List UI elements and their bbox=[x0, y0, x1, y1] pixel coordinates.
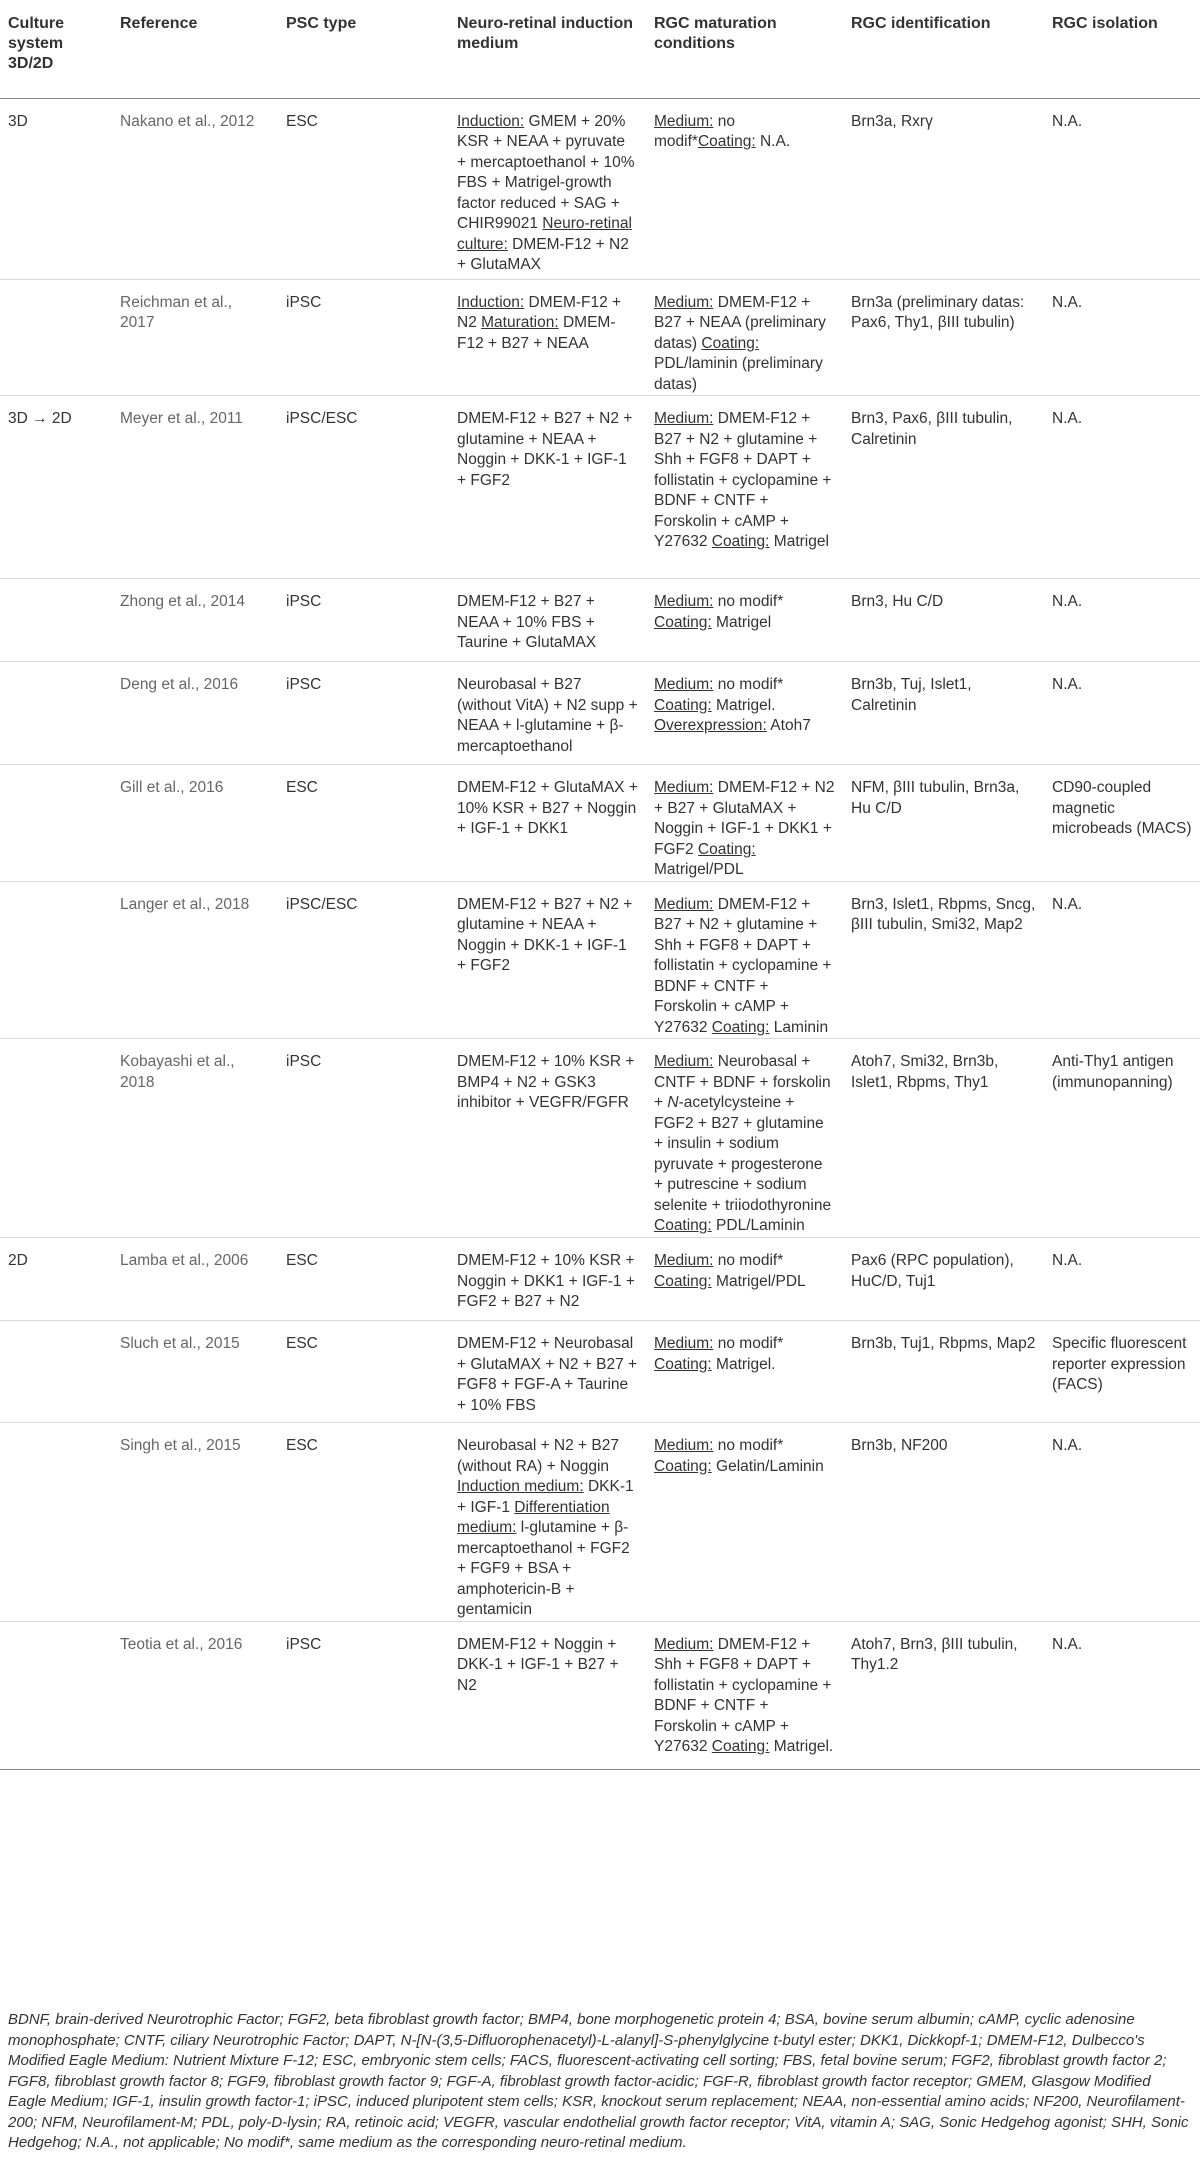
induction-medium-cell bbox=[449, 881, 646, 1039]
condition-text: Neurobasal + B27 (without VitA) + N2 supp + NEAA + l-glutamine + β-mercaptoethanol bbox=[457, 676, 638, 755]
condition-text: DMEM-F12 + N2 + GlutaMAX bbox=[457, 235, 629, 273]
condition-text: DMEM-F12 + B27 + NEAA + 10% FBS + Taurine + GlutaMAX bbox=[457, 593, 597, 651]
condition-text: Matrigel. bbox=[711, 1355, 776, 1373]
condition-label: Medium: bbox=[654, 895, 714, 913]
rgc-identification-cell: Brn3, Hu C/D bbox=[851, 593, 944, 610]
reference-cell: Singh et al., 2015 bbox=[120, 1437, 241, 1454]
condition-label: Coating: bbox=[701, 334, 760, 352]
psc-type-cell: ESC bbox=[286, 1437, 318, 1454]
reference-cell: Langer et al., 2018 bbox=[120, 895, 250, 913]
psc-type-cell: iPSC bbox=[286, 293, 322, 311]
culture-system-cell: 3D bbox=[8, 112, 28, 130]
maturation-conditions-cell bbox=[646, 662, 843, 765]
condition-text: PDL/Laminin bbox=[711, 1217, 805, 1234]
maturation-conditions-cell bbox=[646, 1238, 843, 1321]
condition-text: no modif* bbox=[713, 1335, 784, 1352]
psc-type-cell: ESC bbox=[286, 779, 318, 796]
condition-label: Coating: bbox=[654, 1272, 712, 1290]
induction-medium-cell bbox=[449, 1039, 646, 1238]
reference-cell: Nakano et al., 2012 bbox=[120, 112, 255, 130]
condition-label: Medium: bbox=[654, 676, 714, 693]
condition-text: N.A. bbox=[755, 133, 791, 150]
condition-text: Matrigel/PDL bbox=[654, 861, 744, 878]
induction-medium-cell bbox=[449, 579, 646, 662]
condition-text: no modif* bbox=[713, 593, 784, 610]
culture-system-cell bbox=[0, 579, 112, 662]
maturation-conditions-cell bbox=[646, 1621, 843, 1769]
induction-medium-cell bbox=[449, 1238, 646, 1321]
condition-label: Medium: bbox=[654, 1252, 714, 1269]
condition-text: Gelatin/Laminin bbox=[711, 1457, 824, 1475]
condition-text: no modif* bbox=[713, 676, 784, 693]
header-maturation-conditions: RGC maturation conditions bbox=[654, 15, 777, 52]
culture-system-cell bbox=[0, 1039, 112, 1238]
condition-text: no modif* bbox=[713, 1437, 784, 1454]
rgc-identification-cell: Brn3b, NF200 bbox=[851, 1437, 948, 1454]
condition-label: Maturation: bbox=[481, 314, 559, 331]
condition-text: DMEM-F12 + GlutaMAX + 10% KSR + B27 + Noggin + IGF-1 + DKK1 bbox=[457, 779, 638, 837]
culture-system-cell bbox=[0, 662, 112, 765]
condition-label: Coating: bbox=[711, 1738, 770, 1755]
rgc-isolation-cell: N.A. bbox=[1052, 895, 1083, 913]
condition-label: Coating: bbox=[711, 1018, 770, 1036]
induction-medium-cell bbox=[449, 1423, 646, 1622]
table-row bbox=[0, 1423, 1200, 1622]
psc-type-cell: ESC bbox=[286, 1252, 318, 1269]
condition-label: Medium: bbox=[654, 593, 714, 610]
condition-label: Coating: bbox=[697, 840, 756, 858]
reference-cell: Gill et al., 2016 bbox=[120, 779, 224, 796]
rgc-identification-cell: Brn3a (preliminary datas: Pax6, Thy1, βIII tubulin) bbox=[851, 293, 1025, 331]
header-psc-type: PSC type bbox=[286, 15, 357, 32]
condition-label: Coating: bbox=[654, 1457, 712, 1475]
condition-text: Atoh7 bbox=[766, 717, 811, 734]
condition-label: Neuro-retinal culture: bbox=[457, 215, 632, 253]
condition-text: Matrigel bbox=[769, 533, 829, 550]
condition-text: DMEM-F12 + Neurobasal + GlutaMAX + N2 + B27 + FGF8 + FGF-A + Taurine + 10% FBS bbox=[457, 1335, 638, 1414]
reference-cell: Deng et al., 2016 bbox=[120, 676, 239, 693]
induction-medium-cell bbox=[449, 662, 646, 765]
culture-system-cell bbox=[0, 279, 112, 396]
condition-label: Coating: bbox=[654, 1217, 712, 1234]
condition-text: DMEM-F12 + B27 + N2 + glutamine + NEAA + Noggin + DKK-1 + IGF-1 + FGF2 bbox=[457, 895, 633, 974]
rgc-identification-cell: Brn3, Islet1, Rbpms, Sncg, βIII tubulin, Smi32, Map2 bbox=[851, 895, 1036, 933]
table-row bbox=[0, 1621, 1200, 1769]
rgc-identification-cell: Brn3a, Rxrγ bbox=[851, 112, 933, 130]
reference-cell: Teotia et al., 2016 bbox=[120, 1635, 243, 1653]
rgc-identification-cell: Brn3b, Tuj1, Rbpms, Map2 bbox=[851, 1335, 1036, 1352]
condition-text: DMEM-F12 + N2 + B27 + GlutaMAX + Noggin + IGF-1 + DKK1 + FGF2 bbox=[654, 779, 835, 858]
condition-text: DMEM-F12 + Shh + FGF8 + DAPT + follistatin + cyclopamine + BDNF + CNTF + Forskolin + cAMP + Y27632 bbox=[654, 1635, 832, 1755]
condition-text: DMEM-F12 + B27 + N2 + glutamine + Shh + FGF8 + DAPT + follistatin + cyclopamine + BDNF + CNTF + Forskolin + cAMP + Y27632 bbox=[654, 895, 832, 1036]
maturation-conditions-cell bbox=[646, 396, 843, 579]
condition-text: DMEM-F12 + 10% KSR + Noggin + DKK1 + IGF-1 + FGF2 + B27 + N2 bbox=[457, 1252, 635, 1310]
rgc-isolation-cell: N.A. bbox=[1052, 293, 1083, 311]
culture-system-cell bbox=[0, 1423, 112, 1622]
condition-text: Neurobasal + N2 + B27 (without RA) + Noggin bbox=[457, 1437, 619, 1475]
culture-system-cell bbox=[0, 1621, 112, 1769]
condition-text: GMEM + 20% KSR + NEAA + pyruvate + mercaptoethanol + 10% FBS + Matrigel-growth factor reduced + SAG + CHIR99021 bbox=[457, 112, 635, 232]
table-row bbox=[0, 1238, 1200, 1321]
psc-type-cell: iPSC bbox=[286, 593, 322, 610]
reference-cell: Lamba et al., 2006 bbox=[120, 1252, 249, 1269]
condition-text: Matrigel. bbox=[711, 696, 776, 714]
psc-type-cell: iPSC bbox=[286, 676, 322, 693]
table-row bbox=[0, 579, 1200, 662]
condition-text: DMEM-F12 + B27 + NEAA (preliminary datas) bbox=[654, 293, 826, 352]
condition-label: Medium: bbox=[654, 1335, 714, 1352]
culture-system-cell: 2D bbox=[8, 1252, 28, 1269]
header-rgc-isolation: RGC isolation bbox=[1052, 15, 1158, 32]
condition-label: Medium: bbox=[654, 1053, 714, 1070]
condition-text: PDL/laminin (preliminary datas) bbox=[654, 355, 823, 393]
maturation-conditions-cell bbox=[646, 1423, 843, 1622]
culture-system-cell: 3D → 2D bbox=[8, 410, 72, 427]
rgc-isolation-cell: N.A. bbox=[1052, 1252, 1083, 1269]
rgc-identification-cell: Atoh7, Brn3, βIII tubulin, Thy1.2 bbox=[851, 1635, 1018, 1673]
rgc-identification-cell: Atoh7, Smi32, Brn3b, Islet1, Rbpms, Thy1 bbox=[851, 1053, 999, 1091]
psc-type-cell: iPSC/ESC bbox=[286, 410, 358, 427]
maturation-conditions-cell bbox=[646, 279, 843, 396]
header-culture-system: Culture system 3D/2D bbox=[8, 15, 64, 72]
table-row bbox=[0, 1321, 1200, 1423]
condition-text: no modif* bbox=[654, 112, 735, 150]
condition-label: Medium: bbox=[654, 1437, 714, 1454]
condition-label: Medium: bbox=[654, 410, 714, 427]
condition-label: Medium: bbox=[654, 293, 714, 311]
condition-text: N bbox=[667, 1094, 679, 1111]
condition-text: DMEM-F12 + B27 + NEAA bbox=[457, 314, 616, 352]
reference-cell: Zhong et al., 2014 bbox=[120, 593, 245, 610]
header-rgc-identification: RGC identification bbox=[851, 15, 991, 32]
condition-label: Induction medium: bbox=[457, 1478, 584, 1495]
maturation-conditions-cell bbox=[646, 765, 843, 882]
induction-medium-cell bbox=[449, 765, 646, 882]
rgc-isolation-cell: N.A. bbox=[1052, 112, 1083, 130]
table-row bbox=[0, 98, 1200, 279]
induction-medium-cell bbox=[449, 1621, 646, 1769]
condition-label: Coating: bbox=[697, 133, 756, 150]
psc-type-cell: iPSC bbox=[286, 1635, 322, 1653]
reference-cell: Sluch et al., 2015 bbox=[120, 1335, 240, 1352]
condition-label: Coating: bbox=[654, 613, 712, 631]
rgc-isolation-cell: N.A. bbox=[1052, 1437, 1083, 1454]
condition-text: Matrigel bbox=[711, 613, 772, 631]
condition-label: Medium: bbox=[654, 112, 714, 130]
rgc-identification-cell: Brn3b, Tuj, Islet1, Calretinin bbox=[851, 676, 972, 714]
psc-type-cell: iPSC/ESC bbox=[286, 895, 358, 913]
psc-type-cell: ESC bbox=[286, 112, 318, 130]
table-body bbox=[0, 98, 1200, 1769]
condition-label: Medium: bbox=[654, 779, 714, 796]
condition-text: Matrigel/PDL bbox=[711, 1272, 806, 1290]
condition-text: DMEM-F12 + 10% KSR + BMP4 + N2 + GSK3 inhibitor + VEGFR/FGFR bbox=[457, 1053, 635, 1111]
condition-text: Laminin bbox=[769, 1018, 829, 1036]
table-header-row bbox=[0, 0, 1200, 98]
condition-text: Neurobasal + CNTF + BDNF + forskolin + bbox=[654, 1053, 831, 1111]
maturation-conditions-cell bbox=[646, 1039, 843, 1238]
rgc-isolation-cell: N.A. bbox=[1052, 1635, 1083, 1653]
induction-medium-cell bbox=[449, 1321, 646, 1423]
condition-text: DMEM-F12 + B27 + N2 + glutamine + Shh + FGF8 + DAPT + follistatin + cyclopamine + BDNF + CNTF + Forskolin + cAMP + Y27632 bbox=[654, 410, 832, 550]
condition-text: l-glutamine + β-mercaptoethanol + FGF2 + FGF9 + BSA + amphotericin-B + gentamicin bbox=[457, 1519, 630, 1618]
culture-system-cell bbox=[0, 881, 112, 1039]
table-row bbox=[0, 1039, 1200, 1238]
table-row bbox=[0, 279, 1200, 396]
condition-label: Coating: bbox=[654, 1355, 712, 1373]
reference-cell: Meyer et al., 2011 bbox=[120, 410, 243, 427]
condition-label: Coating: bbox=[654, 696, 712, 714]
maturation-conditions-cell bbox=[646, 881, 843, 1039]
psc-type-cell: ESC bbox=[286, 1335, 318, 1352]
table-row bbox=[0, 396, 1200, 579]
condition-label: Differentiation medium: bbox=[457, 1498, 610, 1536]
maturation-conditions-cell bbox=[646, 1321, 843, 1423]
maturation-conditions-cell bbox=[646, 579, 843, 662]
table-footnote: BDNF, brain-derived Neurotrophic Factor; FGF2, beta fibroblast growth factor; BMP4, bone morphogenetic protein 4; BSA, bovine serum albumin; cAMP, cyclic adenosine monophosphate; CNTF, ciliary Neurotrophic Factor; DAPT, N-[N-(3,5-Difluorophenacetyl)-L-alanyl]-S-phenylglycine t-butyl ester; DKK1, Dickkopf-1; DMEM-F12, Dulbecco's Modified Eagle Medium: Nutrient Mixture F-12; ESC, embryonic stem cells; FACS, fluorescent-activating cell sorting; FBS, fetal bovine serum; FGF2, fibroblast growth factor 2; FGF8, fibroblast growth factor 8; FGF9, fibroblast growth factor 9; FGF-A, fibroblast growth factor-acidic; FGF-R, fibroblast growth factor receptor; GMEM, Glasgow Modified Eagle Medium; IGF-1, insulin growth factor-1; iPSC, induced pluripotent stem cells; KSR, knockout serum replacement; NEAA, non-essential amino acids; NF200, Neurofilament-200; NFM, Neurofilament-M; PDL, poly-D-lysin; RA, retinoic acid; VEGFR, vascular endothelial growth factor receptor; VitA, vitamin A; SAG, Sonic Hedgehog agonist; SHH, Sonic Hedgehog; N.A., not applicable; No modif*, same medium as the corresponding neuro-retinal medium. bbox=[8, 2011, 1189, 2151]
condition-text: no modif* bbox=[713, 1252, 784, 1269]
header-induction-medium: Neuro-retinal induction medium bbox=[457, 15, 633, 52]
rgc-isolation-cell: Specific fluorescent reporter expression (FACS) bbox=[1052, 1335, 1187, 1393]
rgc-identification-cell: Pax6 (RPC population), HuC/D, Tuj1 bbox=[851, 1252, 1014, 1290]
induction-medium-cell bbox=[449, 396, 646, 579]
condition-text: DMEM-F12 + N2 bbox=[457, 293, 622, 331]
rgc-isolation-cell: Anti-Thy1 antigen (immunopanning) bbox=[1052, 1053, 1174, 1091]
maturation-conditions-cell bbox=[646, 98, 843, 279]
condition-text: DKK-1 + IGF-1 bbox=[457, 1478, 634, 1516]
condition-label: Coating: bbox=[711, 533, 770, 550]
header-reference: Reference bbox=[120, 15, 198, 32]
condition-text: DMEM-F12 + Noggin + DKK-1 + IGF-1 + B27 + N2 bbox=[457, 1635, 619, 1694]
condition-label: Medium: bbox=[654, 1635, 714, 1653]
rgc-isolation-cell: CD90-coupled magnetic microbeads (MACS) bbox=[1052, 779, 1192, 837]
induction-medium-cell bbox=[449, 98, 646, 279]
rgc-isolation-cell: N.A. bbox=[1052, 676, 1083, 693]
table-row bbox=[0, 765, 1200, 882]
condition-label: Overexpression: bbox=[654, 717, 767, 734]
culture-system-cell bbox=[0, 765, 112, 882]
condition-label: Induction: bbox=[457, 112, 525, 130]
table-row bbox=[0, 881, 1200, 1039]
rgc-isolation-cell: N.A. bbox=[1052, 410, 1083, 427]
rgc-isolation-cell: N.A. bbox=[1052, 593, 1083, 610]
rgc-identification-cell: NFM, βIII tubulin, Brn3a, Hu C/D bbox=[851, 779, 1020, 817]
induction-medium-cell bbox=[449, 279, 646, 396]
psc-type-cell: iPSC bbox=[286, 1053, 322, 1070]
condition-label: Induction: bbox=[457, 293, 525, 311]
table-row bbox=[0, 662, 1200, 765]
reference-cell: Kobayashi et al., 2018 bbox=[120, 1053, 235, 1091]
reference-cell: Reichman et al., 2017 bbox=[120, 293, 232, 331]
condition-text: Matrigel. bbox=[769, 1738, 834, 1755]
condition-text: -acetylcysteine + FGF2 + B27 + glutamine + insulin + sodium pyruvate + progesterone + putrescine + sodium selenite + triiodothyronine bbox=[654, 1094, 832, 1214]
culture-system-cell bbox=[0, 1321, 112, 1423]
rgc-identification-cell: Brn3, Pax6, βIII tubulin, Calretinin bbox=[851, 410, 1013, 448]
condition-text: DMEM-F12 + B27 + N2 + glutamine + NEAA + Noggin + DKK-1 + IGF-1 + FGF2 bbox=[457, 410, 633, 489]
